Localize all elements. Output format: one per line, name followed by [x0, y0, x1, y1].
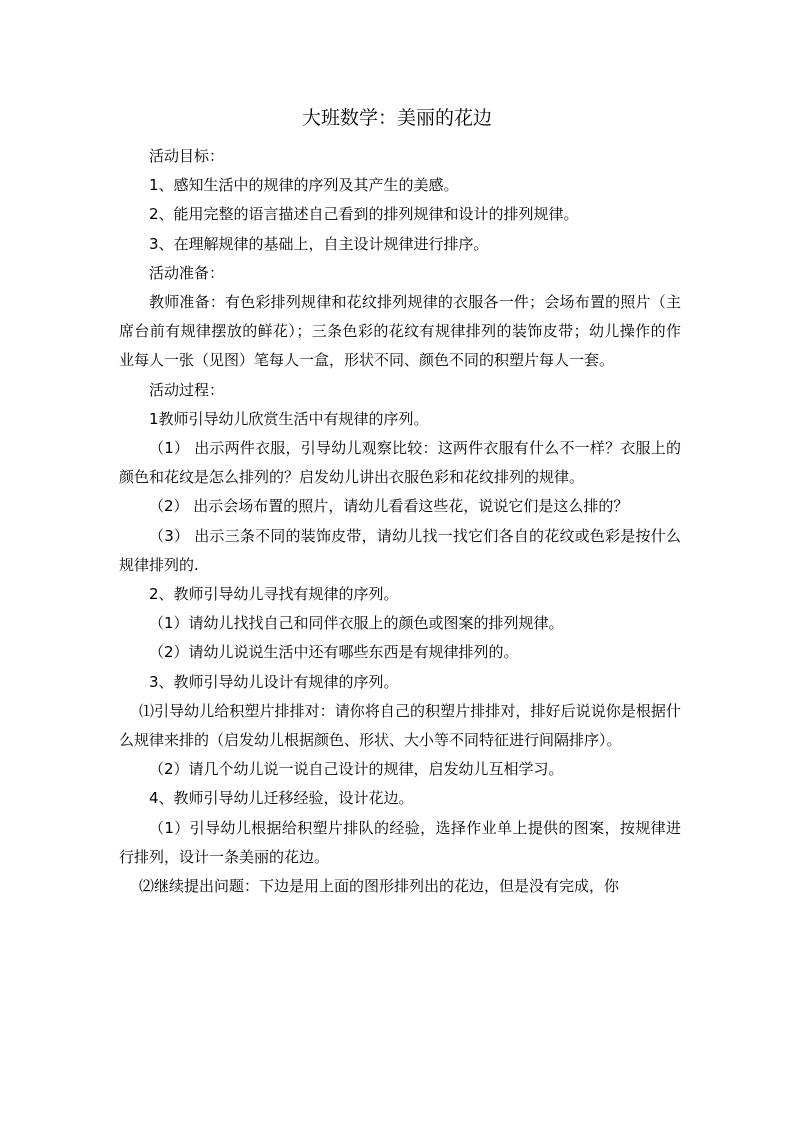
- goal-item-2: 2、能用完整的语言描述自己看到的排列规律和设计的排列规律。: [149, 205, 579, 224]
- process-step-1-sub-1: （1） 出示两件衣服，引导幼儿观察比较：这两件衣服有什么不一样？衣服上的颜色和花纹是怎么排列的？启发幼儿讲出衣服色彩和花纹排列的规律。: [119, 439, 681, 487]
- goal-item-1: 1、感知生活中的规律的序列及其产生的美感。: [149, 176, 459, 195]
- section-heading-process: 活动过程：: [149, 380, 225, 399]
- document-title: 大班数学：美丽的花边: [301, 107, 492, 129]
- process-step-1-sub-2: （2） 出示会场布置的照片，请幼儿看看这些花，说说它们是这么排的？: [149, 497, 629, 516]
- document-body: [119, 142, 681, 901]
- process-step-4-sub-2: ⑵继续提出问题：下边是用上面的图形排列出的花边，但是没有完成，你: [139, 877, 620, 896]
- process-step-4-sub-1: （1）引导幼儿根据给积塑片排队的经验，选择作业单上提供的图案，按规律进行排列，设计一条美丽的花边。: [119, 818, 681, 866]
- process-step-3: 3、教师引导幼儿设计有规律的序列。: [149, 672, 399, 691]
- section-heading-goals: 活动目标：: [149, 147, 225, 165]
- process-step-2-sub-2: （2）请幼儿说说生活中还有哪些东西是有规律排列的。: [149, 643, 519, 662]
- process-step-3-sub-1: ⑴引导幼儿给积塑片排排对：请你将自己的积塑片排排对，排好后说说你是根据什么规律来排的（启发幼儿根据颜色、形状、大小等不同特征进行间隔排序）。: [119, 701, 681, 750]
- process-step-3-sub-2: （2）请几个幼儿说一说自己设计的规律，启发幼儿互相学习。: [149, 760, 564, 779]
- process-step-1-sub-3: （3） 出示三条不同的装饰皮带，请幼儿找一找它们各自的花纹或色彩是按什么规律排列的.: [119, 526, 681, 574]
- section-heading-preparation: 活动准备：: [149, 263, 225, 282]
- preparation-paragraph: 教师准备：有色彩排列规律和花纹排列规律的衣服各一件；会场布置的照片（主席台前有规律摆放的鲜花）；三条色彩的花纹有规律排列的装饰皮带；幼儿操作的作业每人一张（见图）笔每人一盒，形状不同、颜色不同的积塑片每人一套。: [119, 293, 681, 370]
- process-step-1: 1教师引导幼儿欣赏生活中有规律的序列。: [149, 409, 429, 428]
- process-step-2-sub-1: （1）请幼儿找找自己和同伴衣服上的颜色或图案的排列规律。: [149, 614, 564, 633]
- process-step-2: 2、教师引导幼儿寻找有规律的序列。: [149, 585, 399, 604]
- goal-item-3: 3、在理解规律的基础上，自主设计规律进行排序。: [149, 234, 489, 253]
- process-step-4: 4、教师引导幼儿迁移经验，设计花边。: [149, 789, 414, 808]
